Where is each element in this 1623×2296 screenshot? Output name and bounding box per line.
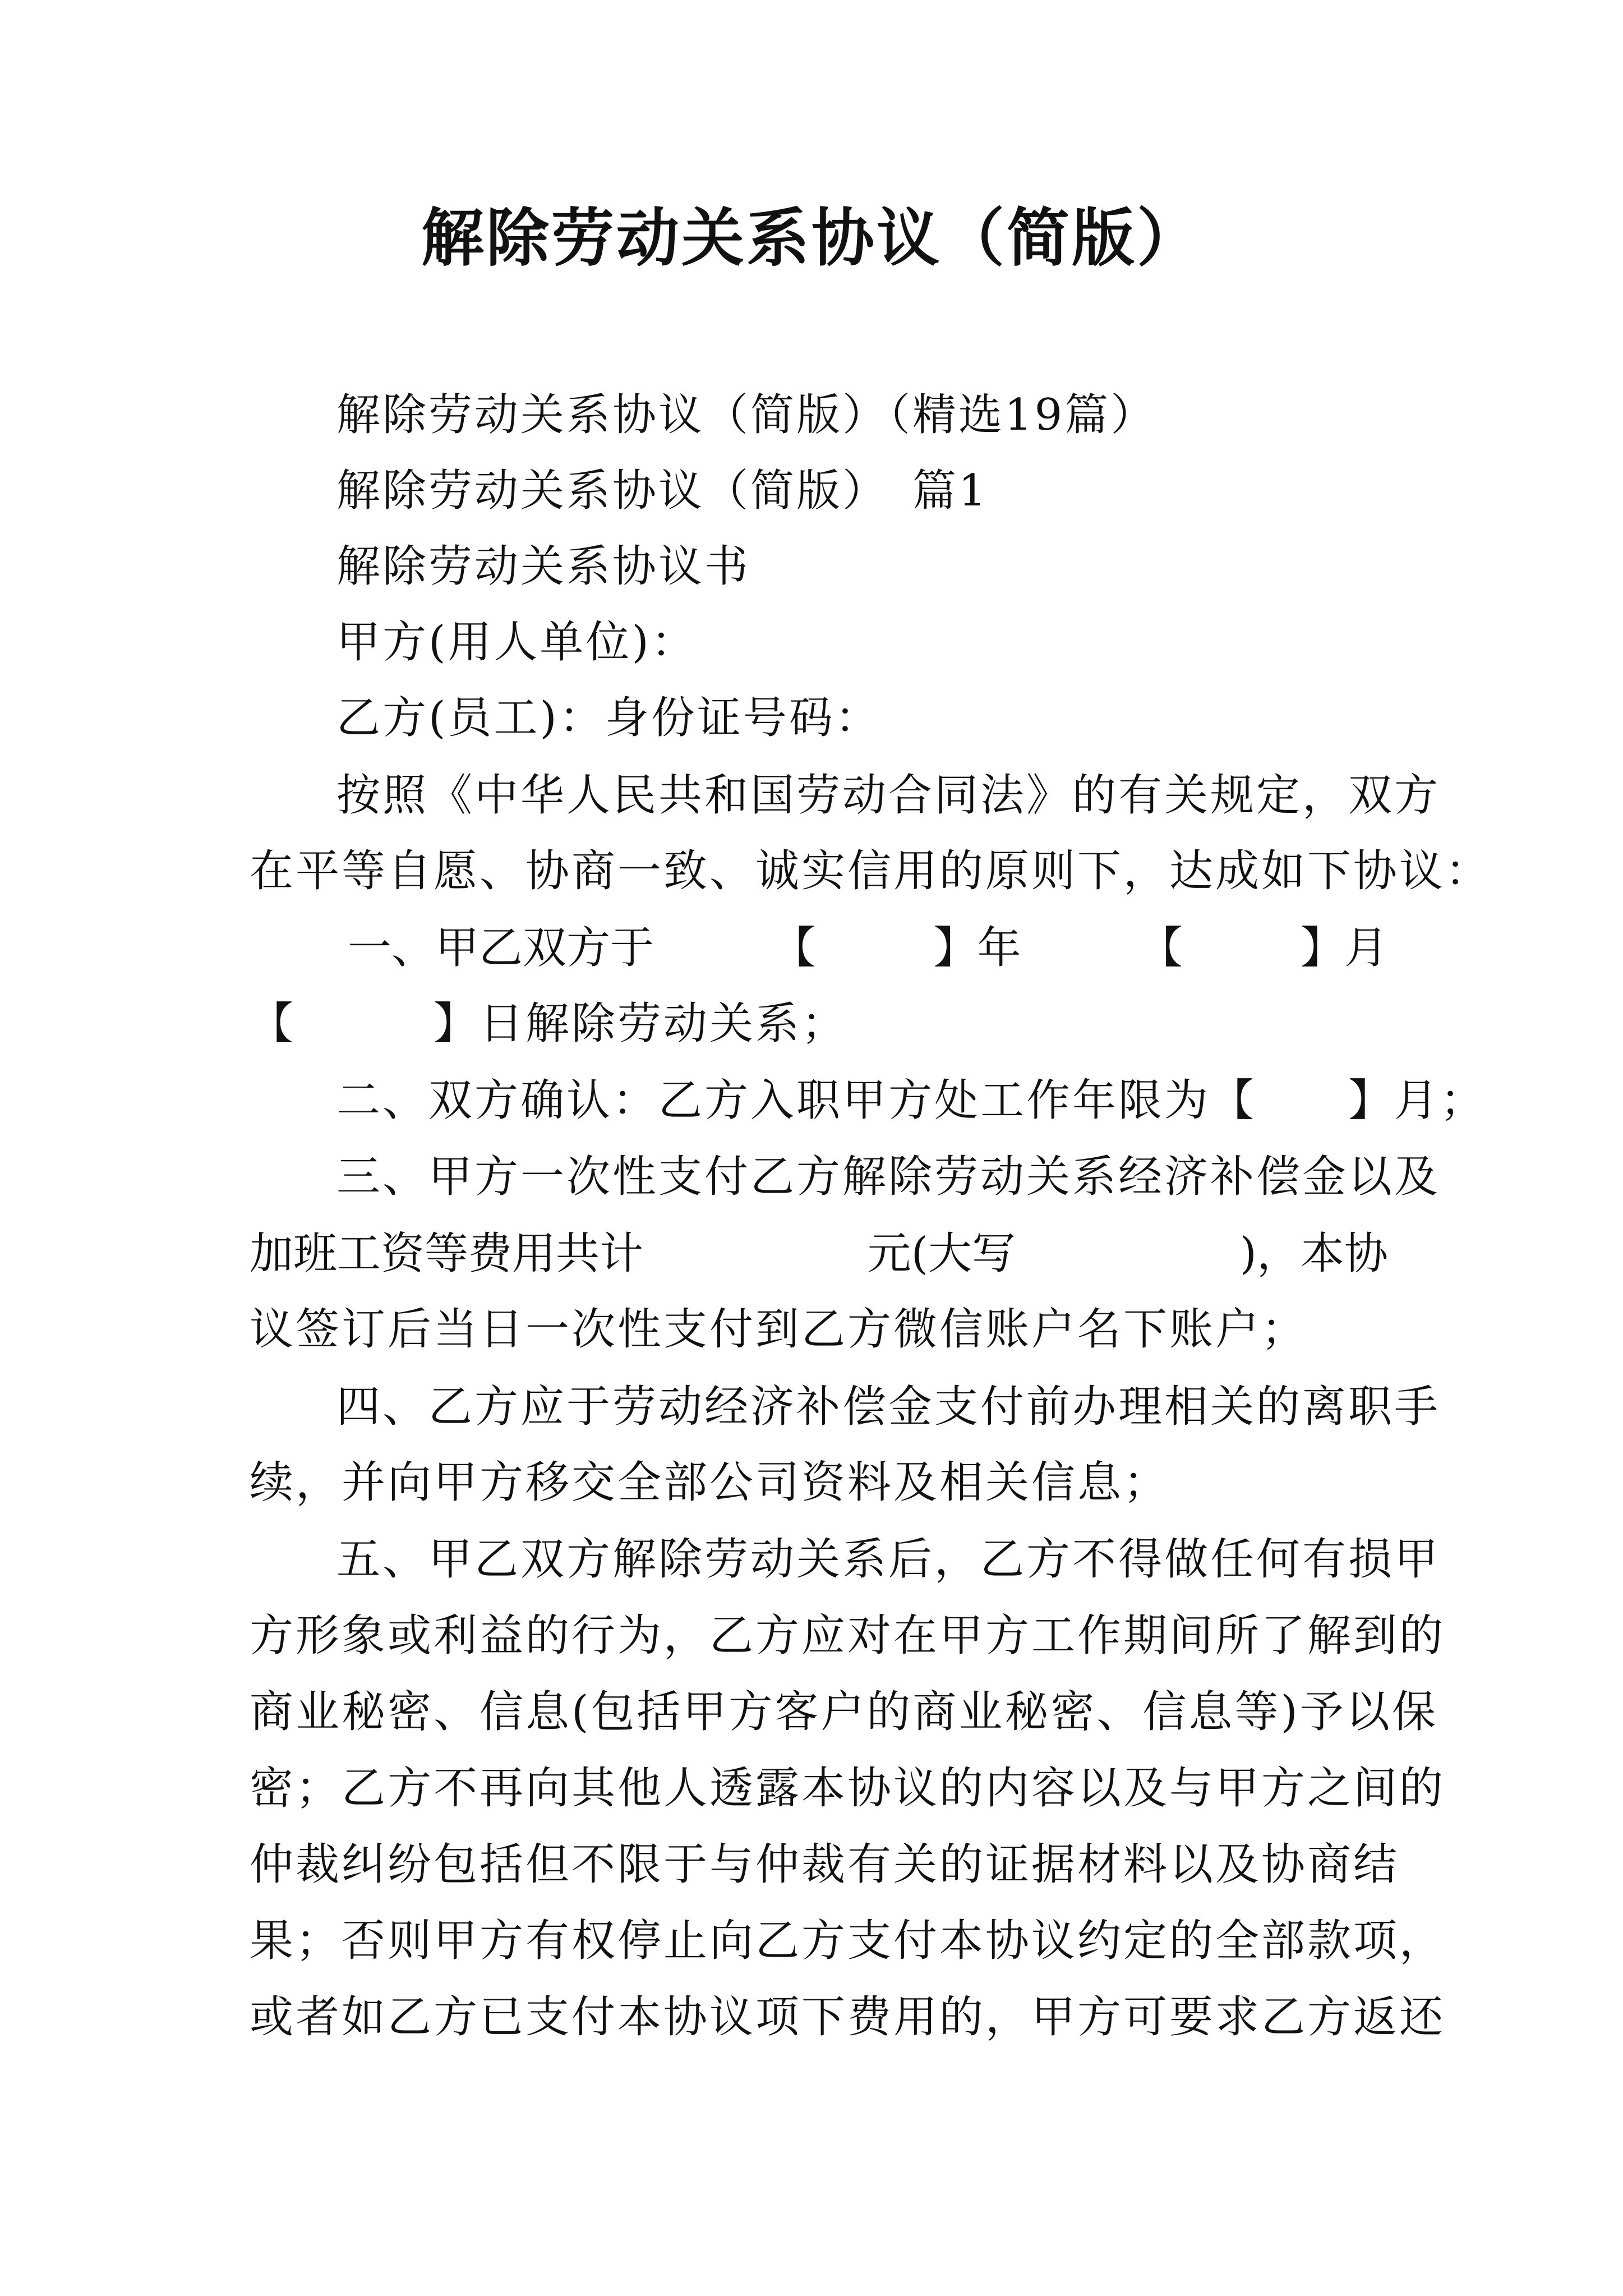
paragraph-line: 解除劳动关系协议（简版） 篇1 — [336, 466, 989, 516]
paragraph-line: 四、乙方应于劳动经济补偿金支付前办理相关的离职手 — [336, 1382, 1441, 1432]
paragraph-line: 乙方(员工)：身份证号码： — [336, 693, 881, 743]
paragraph-line: 解除劳动关系协议（简版）（精选19篇） — [336, 390, 1157, 440]
clause-one-year: 】年 — [933, 923, 1021, 973]
clause-one-bracket: 【 — [1138, 923, 1183, 973]
clause-one-text: 一、甲乙双方于 — [348, 923, 654, 973]
paragraph-line: 二、双方确认：乙方入职甲方处工作年限为【 】月； — [336, 1075, 1487, 1126]
paragraph-line: 果；否则甲方有权停止向乙方支付本协议约定的全部款项， — [250, 1916, 1446, 1966]
paragraph-line: 商业秘密、信息(包括甲方客户的商业秘密、信息等)予以保 — [250, 1687, 1438, 1737]
paragraph-line: 方形象或利益的行为，乙方应对在甲方工作期间所了解到的 — [250, 1611, 1446, 1661]
paragraph-line: 或者如乙方已支付本协议项下费用的，甲方可要求乙方返还 — [250, 1992, 1446, 2042]
document-title: 解除劳动关系协议（简版） — [421, 201, 1202, 275]
clause-three-end: )，本协 — [1239, 1228, 1388, 1279]
clause-one-bracket: 【 — [772, 923, 816, 973]
clause-three-line — [250, 1226, 1388, 1282]
paragraph-line: 【 】日解除劳动关系； — [250, 999, 848, 1049]
paragraph-line: 议签订后当日一次性支付到乙方微信账户名下账户； — [250, 1304, 1308, 1355]
paragraph-line: 续，并向甲方移交全部公司资料及相关信息； — [250, 1457, 1170, 1508]
paragraph-line: 密；乙方不再向其他人透露本协议的内容以及与甲方之间的 — [250, 1763, 1446, 1814]
paragraph-line: 按照《中华人民共和国劳动合同法》的有关规定，双方 — [336, 770, 1441, 821]
clause-three-amount: 加班工资等费用共计 — [250, 1228, 644, 1279]
clause-one-month: 】月 — [1300, 923, 1388, 973]
clause-one-line — [348, 920, 1388, 976]
paragraph-line: 三、甲方一次性支付乙方解除劳动关系经济补偿金以及 — [336, 1152, 1441, 1202]
paragraph-line: 五、甲乙双方解除劳动关系后，乙方不得做任何有损甲 — [336, 1534, 1441, 1585]
paragraph-line: 解除劳动关系协议书 — [336, 541, 751, 592]
paragraph-line: 甲方(用人单位)： — [336, 617, 697, 668]
clause-three-caps: 元(大写 — [867, 1228, 1016, 1279]
paragraph-line: 仲裁纠纷包括但不限于与仲裁有关的证据材料以及协商结 — [250, 1839, 1400, 1890]
paragraph-line: 在平等自愿、协商一致、诚实信用的原则下，达成如下协议： — [250, 846, 1492, 896]
